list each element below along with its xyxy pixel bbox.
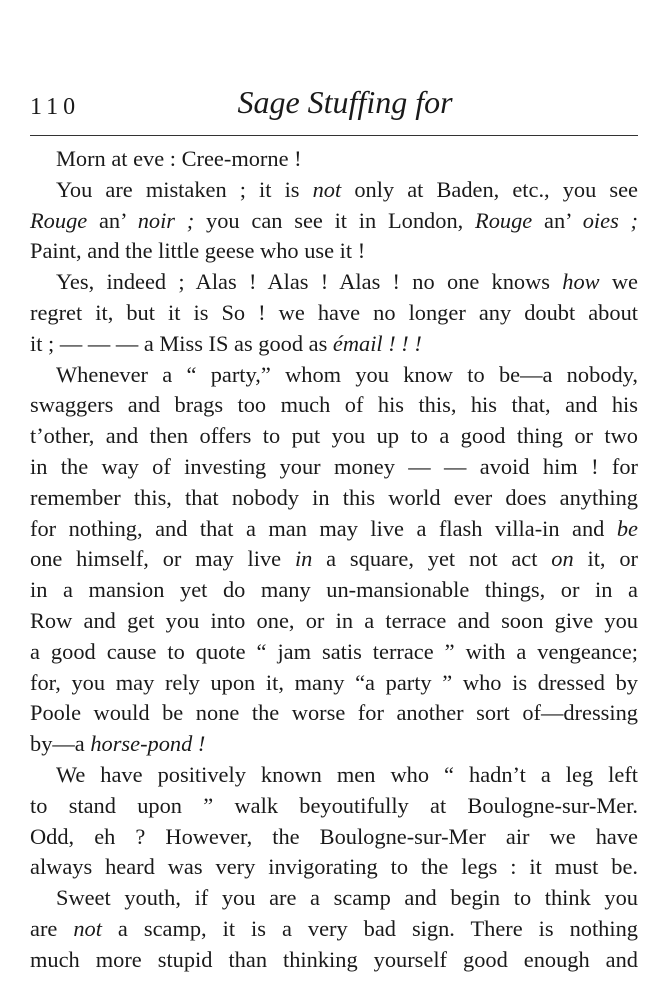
italic-text: in [294,546,313,572]
text-run: a scamp, it is a very bad sign. There is nothing [101,915,638,941]
text-run: in the way of investing your money — — avoid him ! for [30,453,638,479]
text-run: only at Baden, etc., you see [341,176,638,202]
text-line [30,175,638,206]
text-run: Odd, eh ? However, the Boulogne-sur-Mer air we have [30,823,638,849]
text-run: t’other, and then offers to put you up to a good thing or two [30,423,638,449]
text-run: Morn at eve : Cree-morne ! [56,146,302,171]
text-run: by—a [30,731,91,757]
text-line [30,822,638,853]
text-line [30,729,638,760]
text-line [30,668,638,699]
text-run: Sweet youth, if you are a scamp and begin to think you [56,885,638,911]
italic-text: be [616,515,638,541]
italic-text: noir ; [137,207,195,233]
text-line [30,883,638,914]
italic-text: not [312,176,342,202]
text-line [30,791,638,822]
text-run: for, you may rely upon it, many “a party ” who is dressed by [30,669,638,695]
text-line [30,852,638,883]
text-line [30,760,638,791]
body-text [30,144,638,976]
text-line [30,390,638,421]
text-run: remember this, that nobody in this world ever does anything [30,484,638,510]
text-line [30,298,638,329]
text-line [30,236,638,267]
text-run: regret it, but it is So ! we have no longer any doubt about [30,299,638,325]
text-line [30,698,638,729]
text-run: Paint, and the little geese who use it ! [30,238,366,264]
page-number: 110 [30,94,81,120]
text-line [30,329,638,360]
text-line [30,360,638,391]
text-run: much more stupid than thinking yourself good enough and [30,946,638,972]
text-line [30,544,638,575]
italic-text: Rouge [475,207,533,233]
italic-text: horse-pond ! [90,731,206,757]
text-run: always heard was very invigorating to the legs : it must be. [30,854,638,880]
text-line [30,267,638,298]
text-line [30,945,638,976]
text-run: Yes, indeed ; Alas ! Alas ! Alas ! no one knows [56,269,563,295]
header-rule [30,135,638,136]
italic-text: émail ! ! ! [332,330,422,356]
text-run: it, or [573,546,638,572]
text-run: an’ [87,207,138,233]
text-run: one himself, or may live [30,546,295,572]
text-line [30,421,638,452]
text-run: in a mansion yet do many un-mansionable things, or in a [30,577,638,603]
text-run: Whenever a “ party,” whom you know to be—a nobody, [56,361,638,387]
text-line [30,914,638,945]
text-line [30,206,638,237]
italic-text: Rouge [30,207,88,233]
text-run: We have positively known men who “ hadn’t a leg left [56,761,638,787]
text-run: Row and get you into one, or in a terrace and soon give you [30,607,638,633]
text-line [30,452,638,483]
text-run: Poole would be none the worse for another sort of—dressing [30,700,638,726]
text-run: are [30,915,74,941]
text-line [30,144,638,175]
text-run: we [599,269,638,295]
italic-text: not [73,915,102,941]
text-line [30,606,638,637]
italic-text: on [551,546,574,572]
text-run: for nothing, and that a man may live a flash villa-in and [30,515,617,541]
text-run: it ; — — — a Miss IS as good as [30,330,333,356]
page-header [30,84,640,128]
running-title: Sage Stuffing for [237,84,453,120]
text-run: a square, yet not act [312,546,552,572]
text-run: You are mistaken ; it is [56,176,313,202]
text-line [30,637,638,668]
text-run: swaggers and brags too much of his this, his that, and his [30,392,638,418]
italic-text: how [562,269,600,295]
text-run: you can see it in London, [194,207,476,233]
text-line [30,514,638,545]
text-line [30,575,638,606]
text-run: a good cause to quote “ jam satis terrace ” with a vengeance; [30,638,638,664]
text-run: to stand upon ” walk beyoutifully at Boulogne-sur-Mer. [30,792,638,818]
italic-text: oies ; [582,207,639,233]
text-run: an’ [532,207,583,233]
text-line [30,483,638,514]
